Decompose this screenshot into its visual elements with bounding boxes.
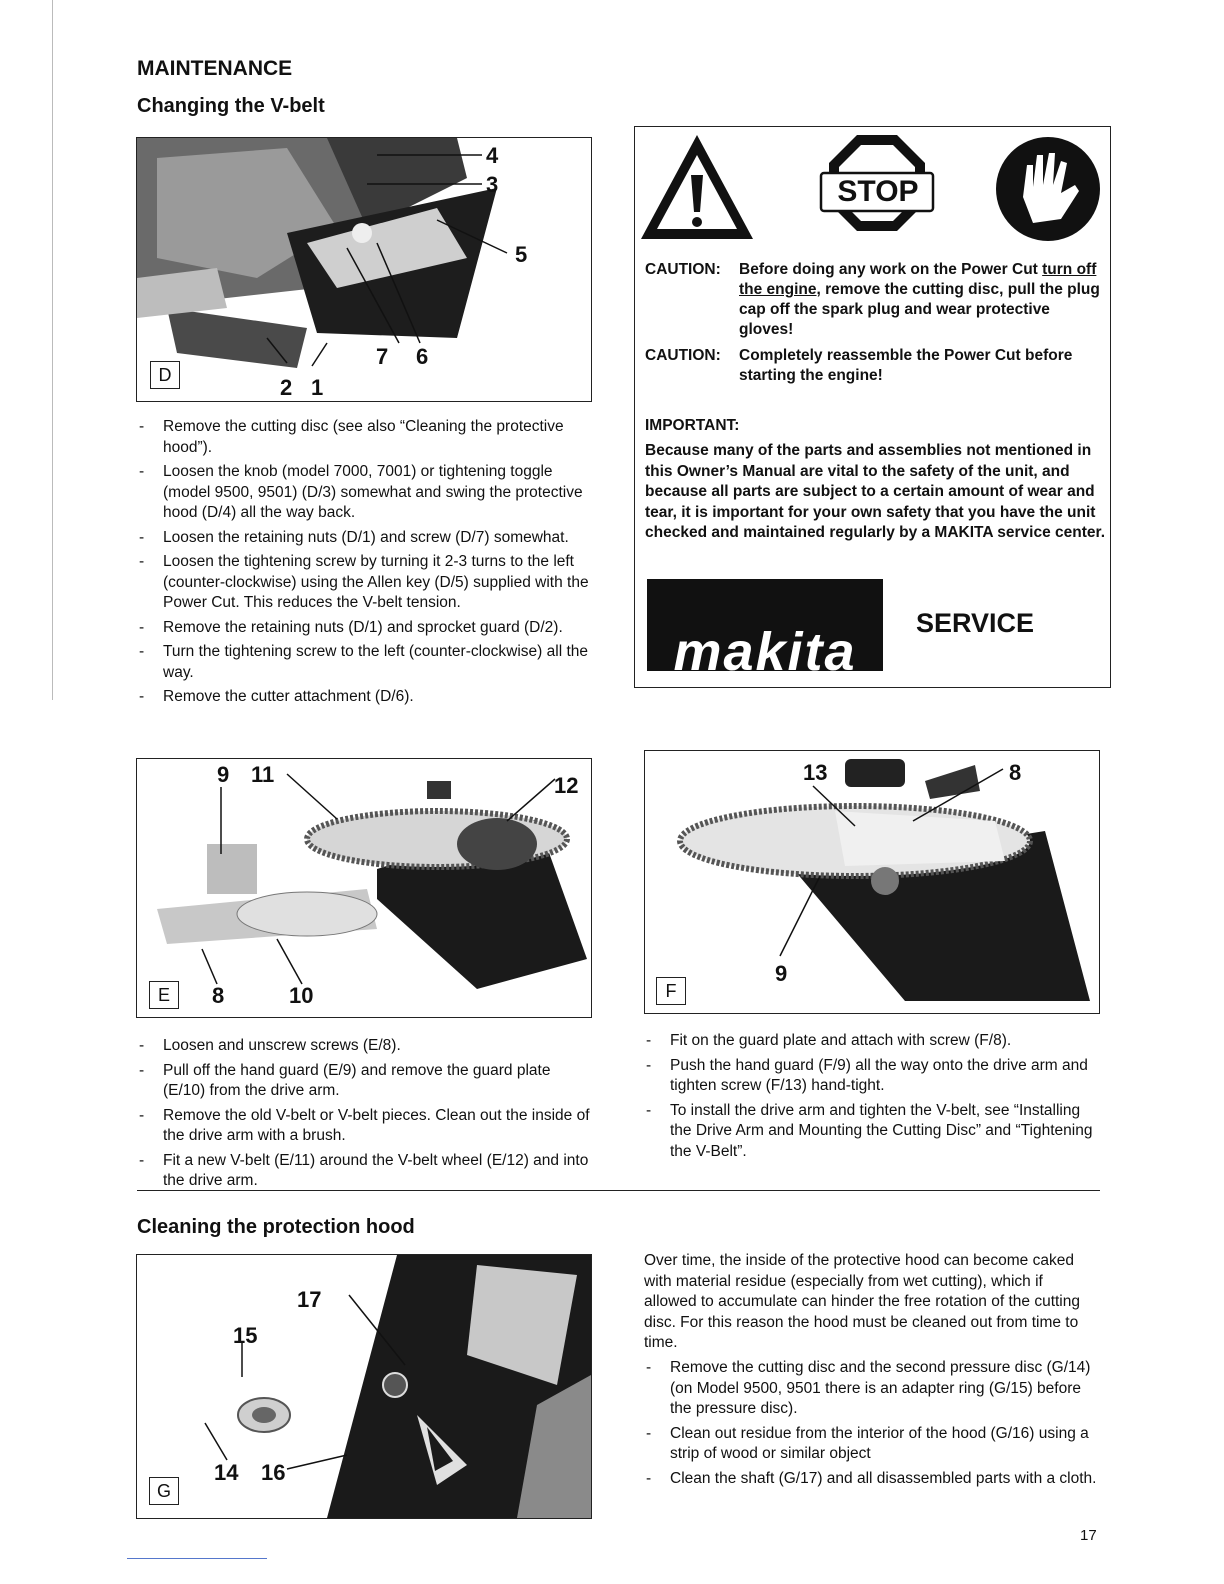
figure-e-callout-11: 11	[251, 762, 275, 787]
list-item: - Push the hand guard (F/9) all the way onto the drive arm and tighten screw (F/13) hand-tight.	[644, 1056, 1100, 1097]
figure-g-tag: G	[149, 1477, 179, 1505]
figure-d-callout-6: 6	[416, 344, 429, 369]
figure-g-callout-15: 15	[233, 1323, 258, 1348]
list-item: - Clean the shaft (G/17) and all disassembled parts with a cloth.	[644, 1469, 1100, 1490]
figure-d-callout-3: 3	[486, 172, 499, 197]
list-item: - Pull off the hand guard (E/9) and remove the guard plate (E/10) from the drive arm.	[137, 1061, 592, 1102]
service-label: SERVICE	[916, 608, 1035, 638]
margin-rule	[52, 0, 53, 700]
caution-text-2: Completely reassemble the Power Cut before starting the engine!	[739, 347, 1073, 384]
figure-g-illustration	[137, 1255, 591, 1518]
figure-d-callout-5: 5	[515, 242, 528, 267]
figure-f-tag: F	[656, 977, 686, 1005]
protective-gloves-icon	[996, 137, 1100, 241]
caution-text-1	[739, 260, 1105, 340]
steps-g-list	[644, 1358, 1100, 1493]
steps-d-list	[137, 417, 592, 712]
caution-box	[634, 126, 1111, 688]
caution-label: CAUTION:	[645, 347, 721, 364]
list-item: - Loosen the retaining nuts (D/1) and screw (D/7) somewhat.	[137, 528, 592, 549]
subsection-title-hood: Cleaning the protection hood	[137, 1216, 415, 1238]
list-item: - Remove the cutting disc and the second pressure disc (G/14) (on Model 9500, 9501 there is an adapter ring (G/15) before the pressure disc).	[644, 1358, 1100, 1420]
figure-d-tag: D	[150, 361, 180, 389]
section-title: MAINTENANCE	[137, 57, 293, 80]
subsection-title-vbelt: Changing the V-belt	[137, 95, 325, 117]
footer-rule	[127, 1558, 267, 1559]
list-item: - Turn the tightening screw to the left (counter-clockwise) all the way.	[137, 642, 592, 683]
figure-g-callout-17: 17	[297, 1287, 322, 1312]
figure-e-callout-10: 10	[289, 983, 314, 1008]
figure-e-tag: E	[149, 981, 179, 1009]
list-item: - Loosen and unscrew screws (E/8).	[137, 1036, 592, 1057]
caution-label: CAUTION:	[645, 261, 721, 278]
list-item: - To install the drive arm and tighten the V-belt, see “Installing the Drive Arm and Mounting the Cutting Disc” and “Tightening the V-Belt”.	[644, 1101, 1100, 1163]
figure-f-callout-13: 13	[803, 760, 828, 785]
figure-e-callout-8: 8	[212, 983, 225, 1008]
caution-text-1-underlined: turn off the engine	[739, 261, 1097, 298]
figure-f-callout-9: 9	[775, 961, 788, 986]
steps-e-list	[137, 1036, 592, 1196]
warning-triangle-icon	[641, 135, 753, 239]
list-item: - Remove the old V-belt or V-belt pieces. Clean out the inside of the drive arm with a brush.	[137, 1106, 592, 1147]
figure-e-illustration	[137, 759, 591, 1017]
steps-f-list	[644, 1031, 1100, 1166]
figure-e-callout-9: 9	[217, 762, 230, 787]
figure-d-illustration	[137, 138, 591, 401]
figure-g-callout-14: 14	[214, 1460, 239, 1485]
makita-logo-text: makita	[673, 622, 857, 671]
list-item: - Clean out residue from the interior of the hood (G/16) using a strip of wood or similar object	[644, 1424, 1100, 1465]
figure-d	[136, 137, 592, 402]
list-item: - Loosen the knob (model 7000, 7001) or tightening toggle (model 9500, 9501) (D/3) somewhat and swing the protective hood (D/4) all the way back.	[137, 462, 592, 524]
list-item: - Remove the cutter attachment (D/6).	[137, 687, 592, 708]
list-item: - Remove the cutting disc (see also “Cleaning the protective hood”).	[137, 417, 592, 458]
figure-f-callout-8: 8	[1009, 760, 1022, 785]
figure-g-callout-16: 16	[261, 1460, 286, 1485]
caution-text-1-post: , remove the cutting disc, pull the plug cap off the spark plug and wear protective gloves!	[739, 281, 1100, 338]
figure-d-callout-7: 7	[376, 344, 389, 369]
figure-f	[644, 750, 1100, 1014]
important-label: IMPORTANT:	[645, 417, 740, 434]
figure-e-callout-12: 12	[554, 773, 579, 798]
list-item: - Fit a new V-belt (E/11) around the V-belt wheel (E/12) and into the drive arm.	[137, 1151, 592, 1192]
important-text: Because many of the parts and assemblies not mentioned in this Owner’s Manual are vital to the safety of the unit, and because all parts are subject to a certain amount of wear and tear, it is important for your own safety that you have the unit checked and maintained regularly by a MAKITA service center.	[645, 442, 1106, 541]
figure-e	[136, 758, 592, 1018]
makita-logo	[647, 579, 883, 671]
page-number: 17	[1080, 1527, 1097, 1544]
figure-d-callout-1: 1	[311, 375, 324, 400]
figure-d-callout-2: 2	[280, 375, 293, 400]
list-item: - Fit on the guard plate and attach with screw (F/8).	[644, 1031, 1100, 1052]
figure-f-illustration	[645, 751, 1099, 1013]
section-divider	[137, 1190, 1100, 1191]
figure-d-callout-4: 4	[486, 143, 499, 168]
stop-sign-label: STOP	[837, 175, 919, 208]
hood-intro-paragraph: Over time, the inside of the protective hood can become caked with material residue (especially from wet cutting), which if allowed to accumulate can hinder the free rotation of the cutting disc. For this reason the hood must be cleaned out from time to time.	[644, 1252, 1080, 1351]
list-item: - Loosen the tightening screw by turning it 2-3 turns to the left (counter-clockwise) using the Allen key (D/5) supplied with the Power Cut. This reduces the V-belt tension.	[137, 552, 592, 614]
figure-g	[136, 1254, 592, 1519]
caution-text-1-pre: Before doing any work on the Power Cut	[739, 261, 1043, 278]
list-item: - Remove the retaining nuts (D/1) and sprocket guard (D/2).	[137, 618, 592, 639]
